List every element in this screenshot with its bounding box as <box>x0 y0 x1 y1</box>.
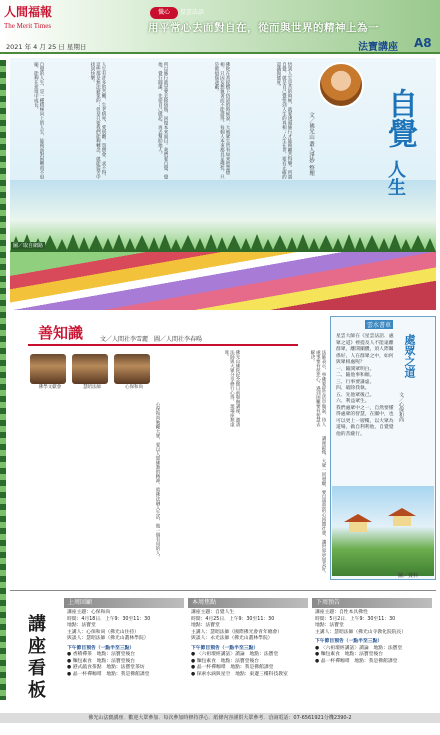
list-item: ● 港式蔬食茶點 地點：法寶堂茶坊 <box>67 665 145 670</box>
schedule-note: 與談人：慧昭法師（佛光山叢林學院） <box>67 636 149 641</box>
feature-text-column: 悟到人生是苦的時候，就要透過修行才能夠離苦得樂。所謂自覺，就是自己覺悟到人生的真相；人生在世，要有正確的認識與態度。 <box>275 62 292 179</box>
good-knowledge-title: 善知識 <box>38 324 84 342</box>
speaker-photo <box>72 354 108 384</box>
list-item: 六、利益眾生。 <box>336 399 370 404</box>
feature-text-column: 佛陀在菩提樹下悟道的時候說：大地眾生皆有如來智慧德相，只因妄想執著而不能證得。每個人本來都具足佛性，只是被煩惱遮蔽。 <box>213 62 230 179</box>
speaker-card <box>72 354 112 390</box>
speaker-photo <box>114 354 150 384</box>
speaker-caption: 心保和尚 <box>125 385 143 390</box>
schedule-topic: 講座主題：自性本具佛性 <box>315 610 368 615</box>
schedule-sub-head: 下午節目預告（一點半至三點） <box>315 639 383 644</box>
side-decoration-strip <box>0 60 6 700</box>
list-item: ● 晶一杯禪咖啡 地點：我是佛館課堂 <box>191 665 274 670</box>
slogan-text: 用平常心去面對自在，從而與世界的精神上為一 <box>148 22 379 34</box>
list-item: 三、行事要謙虛。 <box>336 379 375 385</box>
feature-subtitle: 人生 <box>385 160 406 196</box>
good-knowledge-text-column: 佛光山佛陀紀念館日前舉辦講座，邀請法師與大眾分享修行心得，現場座無虛席。 <box>223 350 240 427</box>
feature-text-column: 所以修行就是要去除煩惱，回復本來面目。我們要自覺、覺他、覺行圓滿，先從自己做起，再去幫助他人。 <box>157 62 168 179</box>
sidebar-title: 處眾之道 <box>403 334 416 378</box>
schedule-column-head: 本周焦點 <box>188 598 308 608</box>
list-item: ● 晶一杯禪咖啡 地點：我是佛館課堂 <box>67 671 150 677</box>
list-item: ● 麵包素食 地點：法寶堂後台 <box>191 658 260 664</box>
schedule-column <box>312 598 432 667</box>
slogan-badge: 懺心 <box>150 7 178 19</box>
schedule-place: 地點：法寶堂 <box>67 623 96 628</box>
pagoda-icon <box>388 508 416 526</box>
schedule-divider <box>10 590 436 591</box>
masthead-chinese: 人間福報 <box>4 5 53 19</box>
sidebar-list <box>336 334 394 438</box>
masthead-logo <box>4 3 68 33</box>
author-portrait <box>318 62 364 108</box>
schedule-time: 時間：4月25日．上午9：30至11：30 <box>191 616 275 622</box>
schedule-column <box>64 598 184 680</box>
sidebar-photo-credit: 圖／資料 <box>398 573 419 579</box>
good-knowledge-byline: 文／人間社李雪麗 圖／人間社李春暘 <box>100 336 203 343</box>
speaker-card <box>30 354 70 390</box>
schedule-place: 地點：法寶堂 <box>191 623 220 628</box>
schedule-time: 時間：4月18日．上午9：30至11：30 <box>67 616 151 622</box>
feature-text-column: 人生有許多的苦難，生老病死、愛別離、怨憎會、求不得，這些都是無法避免的；但是只要我們能夠轉念，就能從苦中找到快樂。 <box>89 62 106 179</box>
issue-date: 2021 年 4 月 25 日 星期日 <box>6 43 87 51</box>
schedule-column-head: 上周回顧 <box>64 598 184 608</box>
masthead-english: The Merit Times <box>4 22 52 30</box>
schedule-time: 時間：5月2日．上午9：30至11：30 <box>315 616 396 622</box>
tree-row-image <box>10 232 436 252</box>
list-item: 四、破除我執。 <box>336 386 370 391</box>
list-item: ● 麵包素食 地點：法寶堂後台 <box>67 658 136 664</box>
list-item: ● 晶一杯禪咖啡 地點：我是佛館課堂 <box>315 658 398 664</box>
list-item: ● 探索水滴與星空 地點：東邊三樓科技教室 <box>191 671 288 677</box>
feature-photo-credit: 圖／取自網路 <box>13 243 44 249</box>
section-title: 法寶講座 <box>358 42 398 53</box>
schedule-column <box>188 598 308 680</box>
schedule-host: 主講人：慧昭法師（國際佛光會青年總會） <box>191 629 283 635</box>
schedule-place: 地點：法寶堂 <box>315 623 344 628</box>
schedule-host: 主講人：慧昭法師（佛光山寺教化院院長） <box>315 629 407 635</box>
list-item: ● 〈六祖壇經講話〉讀論 地點：法寶堂 <box>315 645 403 651</box>
sidebar-author: 文／心保和尚 <box>398 392 404 422</box>
good-knowledge-text-column: 講座最後，大眾一同發願，要以感恩的心回饋社會，讓世界更加美好。 <box>321 436 326 576</box>
schedule-title: 講座看板 <box>28 614 46 701</box>
section-divider <box>28 344 298 346</box>
page-footer: 佛光山法寶講座．歡迎大眾參加．每次參加時修持淨心．紙條內容謹供大眾參考．洽詢電話：07-6561921分機2390-2 <box>0 713 440 723</box>
list-item: ● 〈六祖壇經講話〉讀論 地點：法寶堂 <box>191 652 279 657</box>
schedule-note: 與談人：永光法師（佛光山叢林學院） <box>191 636 273 641</box>
list-item: ● 香積禪茶 地點：法寶堂後台 <box>67 652 136 657</box>
flower-field-image <box>10 252 436 310</box>
schedule-column-head: 下周預告 <box>312 598 432 608</box>
page-number: A8 <box>414 36 432 50</box>
list-item: ● 麵包素食 地點：法寶堂後台 <box>315 652 384 657</box>
feature-byline: 文／佛光山 叢人淨妙 整理 <box>308 112 314 176</box>
sidebar-tag: 雲水書車 <box>367 322 392 329</box>
pagoda-photo <box>332 486 434 576</box>
list-item: 五、先他眾後己。 <box>336 392 375 398</box>
sidebar-intro: 星雲大師在《星雲法語．處眾之道》裡提及人不能遠離群眾，離開團體，須人際關係好，人在群眾之中，如何與眾相處呢？ <box>336 334 394 365</box>
good-knowledge-text-column: 心保和尚勉勵大眾，要以人間佛教的精神，將佛法融入生活，做一個有用的人。 <box>155 402 160 560</box>
speaker-caption: 慧昭法師 <box>83 385 101 390</box>
speaker-card <box>114 354 154 390</box>
sidebar-outro: 我們處眾中之一，自然要懂得處眾的智慧，在團中，也可以更上一層樓，以大眾為道場，做自利利他，自覺覺他的菩薩行。 <box>336 405 394 437</box>
schedule-topic: 講座主題：自覺人生 <box>191 610 235 615</box>
schedule-topic: 講座主題：心保和尚 <box>67 610 111 615</box>
schedule-sub-head: 下午節目預告（一點半至三點） <box>191 645 259 651</box>
schedule-sub-head: 下午節目預告（一點半至三點） <box>67 645 135 651</box>
feature-title: 自覺 <box>382 88 417 148</box>
good-knowledge-text-column: 法師表示，學佛要從生活中做起，待人處事要有慈悲心，遇到困難要有智慧去解決。 <box>309 350 326 427</box>
slogan-source: 星雲法語 <box>180 9 205 16</box>
speaker-caption: 佛學文獻會 <box>38 385 62 390</box>
list-item: 一、隨開眾明白。 <box>336 366 375 372</box>
list-item: 二、隨他事和順。 <box>336 373 375 378</box>
speaker-photo <box>30 354 66 384</box>
pagoda-icon <box>344 514 372 532</box>
feature-text-column: 自覺的人生，是一種積極向上的人生，能夠面對困難而不退縮，能夠在逆境中成長。 <box>33 62 44 179</box>
schedule-host: 主講人：心保和尚（佛光山住持） <box>67 629 139 635</box>
